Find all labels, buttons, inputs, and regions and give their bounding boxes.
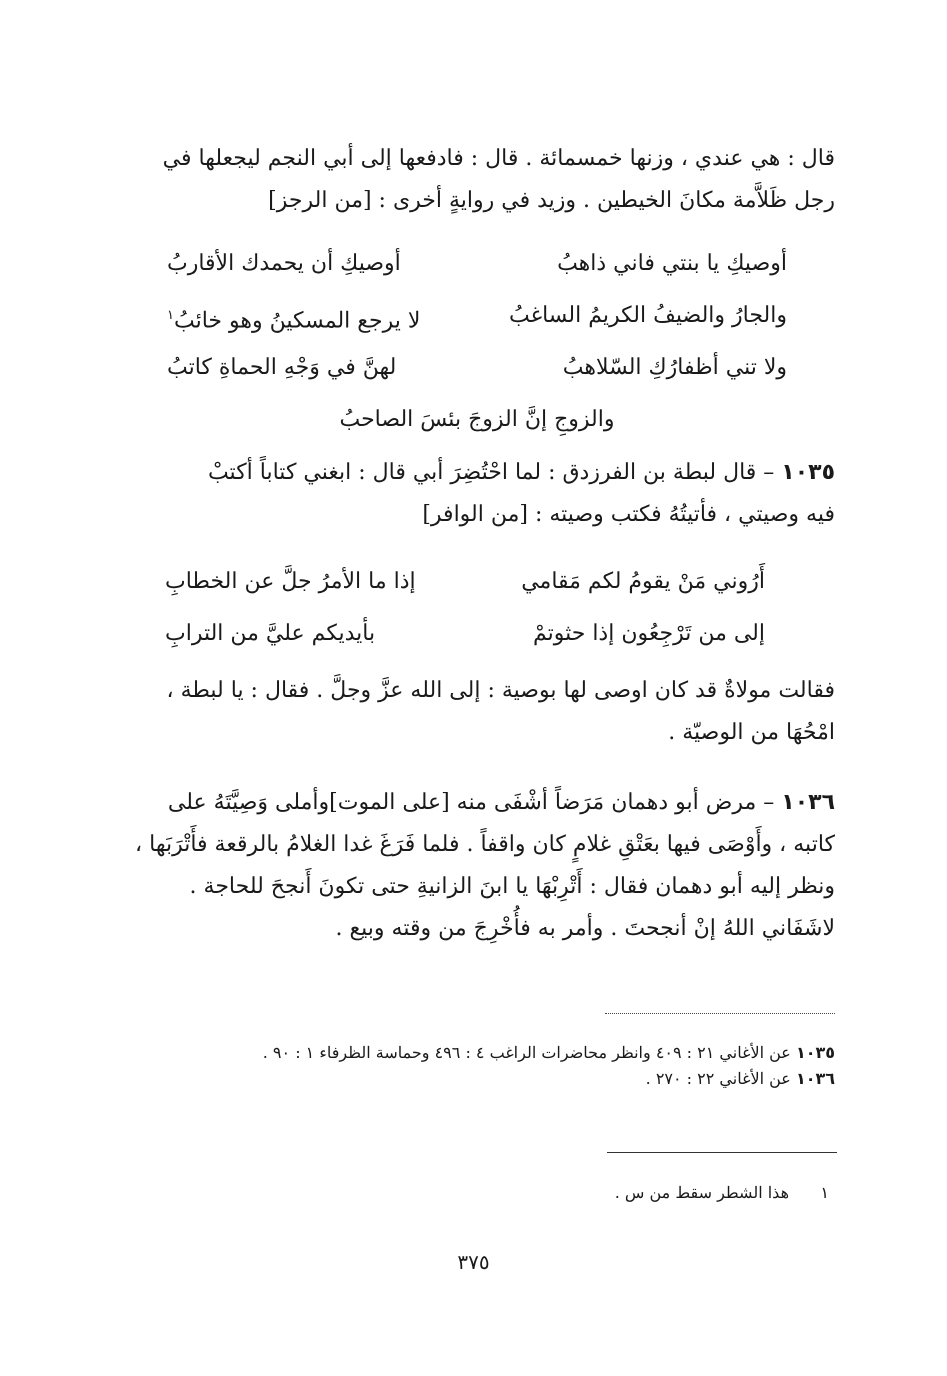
paragraph-line: لاشَفَاني اللهُ إنْ أنجحتَ . وأمر به فأُخْرِجَ من وقته وبيع . [335,916,835,941]
hemistich-first: إلى من تَرْجِعُون إذا حثوتمْ [532,621,765,646]
page-number: ٣٧٥ [457,1250,490,1274]
hemistich-first: ولا تني أظفارُكِ السّلاهبُ [562,355,787,380]
note-number: ١٠٣٦ [795,1069,835,1088]
source-note [115,1066,835,1092]
notes-divider [605,1013,835,1014]
entry-text: – مرض أبو دهمان مَرَضاً أشْفَى منه [على الموت]وأملى وَصِيَّتَهُ على [167,790,775,815]
entry-number: ١٠٣٥ [781,460,835,485]
footnote-reference: ١ [167,308,174,323]
note-number: ١٠٣٥ [795,1043,835,1062]
paragraph-line: كاتبه ، وأَوْصَى فيها بعَتْقِ غلامٍ كان واقفاً . فلما فَرَغَ غدا الغلامُ بالرقعة فأَتْرَبَها ، [135,832,835,857]
paragraph-line: ونظر إليه أبو دهمان فقال : أَتْرِبْهَا يا ابنَ الزانيةِ حتى تكونَ أَنجحَ للحاجة . [189,874,835,899]
hemistich-text: لا يرجع المسكينُ وهو خائبُ [173,308,421,334]
verse-line [167,238,787,290]
hemistich-first: أَرُوني مَنْ يقومُ لكم مَقامي [521,569,765,594]
entry-1036 [115,782,835,950]
paragraph-line [115,782,835,824]
footnote-mark: ١ [820,1183,829,1202]
paragraph-line [115,452,835,494]
paragraph-line: فقالت مولاةٌ قد كان اوصى لها بوصية : إلى الله عزَّ وجلَّ . فقال : يا لبطة ، [166,678,835,703]
hemistich-first: والجارُ والضيفُ الكريمُ الساغبُ [509,303,787,328]
hemistich-second: أوصيكِ أن يحمدك الأقاربُ [167,251,401,276]
entry-number: ١٠٣٦ [781,790,835,815]
hemistich-second: لهنَّ في وَجْهِ الحماةِ كاتبُ [167,355,397,380]
hemistich-second: بأيديكم عليَّ من الترابِ [165,621,376,646]
verse-line [165,608,765,660]
hemistich-second: إذا ما الأمرُ جلَّ عن الخطابِ [165,569,416,594]
opening-paragraph [115,138,835,222]
verse-closing-line: والزوجِ إنَّ الزوجَ بئسَ الصاحبُ [339,407,615,432]
hemistich-second [167,290,420,342]
footnote-divider [607,1152,837,1153]
poem-wafir [165,556,765,660]
paragraph-line: قال : هي عندي ، وزنها خمسمائة . قال : فادفعها إلى أبي النجم ليجعلها في [162,146,835,171]
source-note [115,1040,835,1066]
verse-line [165,556,765,608]
note-text: عن الأغاني ٢١ : ٤٠٩ وانظر محاضرات الراغب ٤ : ٤٩٦ وحماسة الظرفاء ١ : ٩٠ . [262,1043,791,1062]
note-text: عن الأغاني ٢٢ : ٢٧٠ . [645,1069,791,1088]
paragraph-line: فيه وصيتي ، فأتيتُهُ فكتب وصيته : [من الوافر] [422,502,835,527]
verse-line [167,342,787,394]
entry-1035 [115,452,835,536]
poem-rajaz [167,238,787,446]
entry-text: – قال لبطة بن الفرزدق : لما احْتُضِرَ أبي قال : ابغني كتاباً أكتبْ [207,460,775,485]
paragraph-line: رجل ظَلاَّمة مكانَ الخيطين . وزيد في روايةٍ أخرى : [من الرجز] [268,188,835,213]
hemistich-first: أوصيكِ يا بنتي فاني ذاهبُ [557,251,787,276]
bequest-paragraph [115,670,835,754]
verse-line [167,290,787,342]
footnote [429,1180,829,1206]
paragraph-line: امْحُهَا من الوصيّة . [668,720,835,745]
source-notes [115,1040,835,1092]
footnote-text: هذا الشطر سقط من س . [614,1183,789,1202]
